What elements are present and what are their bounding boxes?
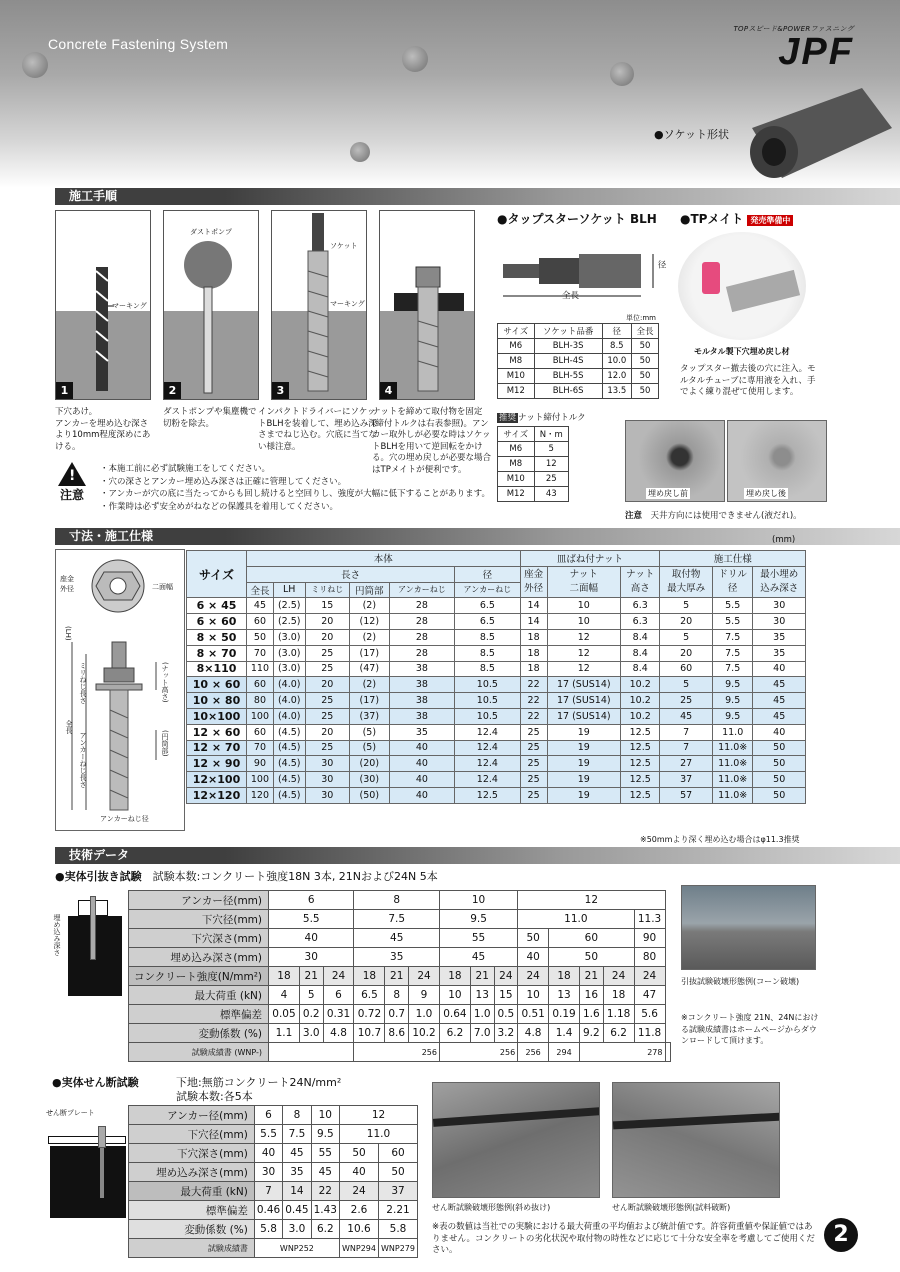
shear-photo-1: [432, 1082, 600, 1198]
shear-table: アンカー径(mm) 6 8 10 12 下穴径(mm) 5.5 7.5 9.5 11.0 下穴深さ(mm) 40 45 55 50 60 埋め込み深さ(mm) 30 35 45 40 50 最大荷重 (kN) 7 14 22 24 37 標準偏差 0.46 0.45 1.43 2.6 2.21 変動係数 (%) 5.8 3.0 6.2 10.6 5.8 試験成績書 WNP252 WNP294 WNP279: [128, 1105, 418, 1258]
section-header-spec: 寸法・施工仕様: [55, 528, 900, 545]
step-2-diagram: ダストポンプ 2: [163, 210, 259, 400]
table-row: M10 25: [498, 472, 569, 487]
section-header-procedure: 施工手順: [55, 188, 900, 205]
table-row: 6 × 60 60 (2.5) 20 (12) 28 6.5 14 10 6.3 20 5.5 30: [187, 614, 806, 630]
bolt-hole: [402, 46, 428, 72]
table-row: M6 5: [498, 442, 569, 457]
socket-shape-label: ●ソケット形状: [654, 128, 729, 141]
table-row: 10×100 100 (4.0) 25 (37) 38 10.5 22 17 (SUS14) 10.2 45 9.5 45: [187, 708, 806, 724]
step-4-text: ナットを締めて取付物を固定(締付トルクは右表参照)。アンカー取外しが必要な時はソケットBLHを用いて逆回転をかける。穴の埋め戻しが必要な場合はTPメイトが便利です。: [372, 407, 492, 475]
table-row: 12×120 120 (4.5) 30 (50) 40 12.5 25 19 12.5 57 11.0※ 50: [187, 787, 806, 803]
table-row: 6 × 45 45 (2.5) 15 (2) 28 6.5 14 10 6.3 5 5.5 30: [187, 598, 806, 614]
table-row: 12×100 100 (4.5) 30 (30) 40 12.4 25 19 12.5 37 11.0※ 50: [187, 772, 806, 788]
tpmate-note: 注意 天井方向には使用できません(液だれ)。: [625, 511, 802, 521]
table-row: 8 × 70 70 (3.0) 25 (17) 28 8.5 18 12 8.4 20 7.5 35: [187, 645, 806, 661]
table-row: M12 BLH-6S 13.5 50: [498, 384, 659, 399]
table-row: 最大荷重 (kN) 4 5 6 6.5 8 9 10 13 15 10 13 16 18 47: [129, 986, 671, 1005]
bolt-hole: [350, 142, 370, 162]
torque-table: サイズ N・m M6 5 M8 12 M10 25 M12 43: [497, 426, 569, 502]
table-row: 変動係数 (%) 1.1 3.0 4.8 10.7 8.6 10.2 6.2 7.0 3.2 4.8 1.4 9.2 6.2 11.8: [129, 1024, 671, 1043]
step-1-diagram: マーキング 1: [55, 210, 151, 400]
socket-image: [742, 88, 892, 178]
page-number: 2: [824, 1218, 858, 1252]
table-row: 10 × 60 60 (4.0) 20 (2) 38 10.5 22 17 (SUS14) 10.2 5 9.5 45: [187, 677, 806, 693]
pullout-table: アンカー径(mm) 6 8 10 12 下穴径(mm) 5.5 7.5 9.5 11.0 11.3 下穴深さ(mm) 40 45 55 50 60 90 埋め込み深さ(mm) 30 35 45 40 50 80 コンクリート強度(N/mm²) 18 21 24 18 21 24 18 21 24 24 18 21 24 24 最大荷重 (kN) 4 5 6 6.5 8 9 10 13 15 10 13 16 18 47 標準偏差 0.05 0.2 0.31 0.72 0.7 1.0 0.64 1.0 0.5 0.51 0.19 1.6 1.18 5.6 変動係数 (%) 1.1 3.0 4.8 10.7 8.6 10.2 6.2 7.0 3.2 4.8 1.4 9.2 6.2 11.8 試験成績書 (WNP-) 256 256 256 294 278: [128, 890, 671, 1062]
section-header-tech: 技術データ: [55, 847, 900, 864]
table-row: 標準偏差 0.05 0.2 0.31 0.72 0.7 1.0 0.64 1.0 0.5 0.51 0.19 1.6 1.18 5.6: [129, 1005, 671, 1024]
shear-diagram: せん断プレート: [46, 1108, 130, 1218]
table-row: 10 × 80 80 (4.0) 25 (17) 38 10.5 22 17 (SUS14) 10.2 25 9.5 45: [187, 693, 806, 709]
torque-title: 推奨 ナット締付トルク: [499, 413, 586, 423]
brand-logo: TOPスピード&POWERファスニング JPF: [733, 25, 854, 73]
table-row: M10 BLH-5S 12.0 50: [498, 369, 659, 384]
table-row: M12 43: [498, 487, 569, 502]
step-1-text: 下穴あけ。 アンカーを埋め込む深さより10mm程度深めにあける。: [55, 407, 151, 452]
pullout-diagram: 埋め込み深さ: [52, 890, 126, 1002]
tpmate-image: [678, 232, 806, 340]
spec-table: サイズ 本体 皿ばね付ナット 施工仕様 長さ 径 座金 外径 ナット 二面幅 ナット 高さ 取付物 最大厚み ドリル 径 最小埋め 込み深さ 全長 LH ミリねじ 円筒部 アンカーねじ アンカーねじ 6 × 45 45 (2.5) 15 (2) 28 6.5 14 10 6.3 5 5.5 30 6 × 60 60 (2.5) 20 (12) 28 6.5 14 10 6.3 20 5.5 30 8 × 50 50 (3.0) 20 (2) 28 8.5 18 12 8.4 5 7.5 35 8 × 70 70 (3.0) 25 (17) 28 8.5 18 12 8.4 20 7.5 35 8×110 110 (3.0) 25 (47) 38 8.5 18 12 8.4 60 7.5 40 10 × 60 60 (4.0) 20 (2) 38 10.5 22 17 (SUS14) 10.2 5 9.5 45 10 × 80 80 (4.0) 25 (17) 38 10.5 22 17 (SUS14) 10.2 25 9.5 45 10×100 100 (4.0) 25 (37) 38 10.5 22 17 (SUS14) 10.2 45 9.5 45 12 × 60 60 (4.5) 20 (5) 35 12.4 25 19 12.5 7 11.0 40 12 × 70 70 (4.5) 25 (5) 40 12.4 25 19 12.5 7 11.0※ 50 12 × 90 90 (4.5) 30 (20) 40 12.4 25 19 12.5 27 11.0※ 50 12×100 100 (4.5) 30 (30) 40 12.4 25 19 12.5 37 11.0※ 50 12×120 120 (4.5) 30 (50) 40 12.5 25 19 12.5 57 11.0※ 50: [186, 550, 806, 804]
pullout-heading: ●実体引抜き試験 試験本数:コンクリート強度18N 3本, 21Nおよび24N 5本: [55, 870, 438, 883]
table-row: 12 × 90 90 (4.5) 30 (20) 40 12.4 25 19 12.5 27 11.0※ 50: [187, 756, 806, 772]
table-row: M8 BLH-4S 10.0 50: [498, 354, 659, 369]
step-4-diagram: 4: [379, 210, 475, 400]
system-name: Concrete Fastening System: [48, 36, 229, 52]
table-row: M8 12: [498, 457, 569, 472]
before-photo: 埋め戻し前: [625, 420, 725, 502]
spec-footnote: ※50mmより深く埋め込む場合はφ11.3推奨: [640, 835, 800, 844]
bolt-hole: [22, 52, 48, 78]
anchor-dimension-diagram: 座金 外径 二面幅 (LH) ミリねじ長さ (ナット高さ) 全長 アンカーねじ長さ (円筒部) アンカーねじ径: [55, 549, 185, 831]
bolt-hole: [610, 62, 634, 86]
table-row: コンクリート強度(N/mm²) 18 21 24 18 21 24 18 21 24 24 18 21 24 24: [129, 967, 671, 986]
table-row: 12 × 60 60 (4.5) 20 (5) 35 12.4 25 19 12.5 7 11.0 40: [187, 724, 806, 740]
socket-drawing: [497, 248, 667, 304]
step-3-diagram: ソケット マーキング 3: [271, 210, 367, 400]
warning-icon: !: [58, 462, 86, 486]
shear-photo-2: [612, 1082, 780, 1198]
pullout-photo: [681, 885, 816, 970]
table-row: 12 × 70 70 (4.5) 25 (5) 40 12.4 25 19 12.5 7 11.0※ 50: [187, 740, 806, 756]
tpmate-title: ●TPメイト 発売準備中: [680, 210, 793, 227]
socket-table: サイズ ソケット品番 径 全長 M6 BLH-3S 8.5 50 M8 BLH-4S 10.0 50 M10 BLH-5S 12.0 50 M12 BLH-6S 13.5 50: [497, 323, 659, 399]
table-row: 8×110 110 (3.0) 25 (47) 38 8.5 18 12 8.4 60 7.5 40: [187, 661, 806, 677]
caution-list: ・本施工前に必ず試験施工をしてください。 ・穴の深さとアンカー埋め込み深さは正確に管理してください。 ・アンカーが穴の底に当たってからも回し続けると空回りし、強度が大幅に低下することがあります。 ・作業時は必ず安全めがねなどの保護具を着用してください。: [100, 464, 490, 512]
caution-block: ! 注意: [52, 462, 92, 503]
after-photo: 埋め戻し後: [727, 420, 827, 502]
table-row: 8 × 50 50 (3.0) 20 (2) 28 8.5 18 12 8.4 5 7.5 35: [187, 629, 806, 645]
step-2-text: ダストポンプや集塵機で切粉を除去。: [163, 407, 257, 429]
step-3-text: インパクトドライバーにソケットBLHを装着して、埋め込み深さまでねじ込む。穴底に当てない様注意。: [258, 407, 378, 452]
socket-title: ●タップスターソケット BLH: [497, 212, 657, 226]
table-row: M6 BLH-3S 8.5 50: [498, 339, 659, 354]
